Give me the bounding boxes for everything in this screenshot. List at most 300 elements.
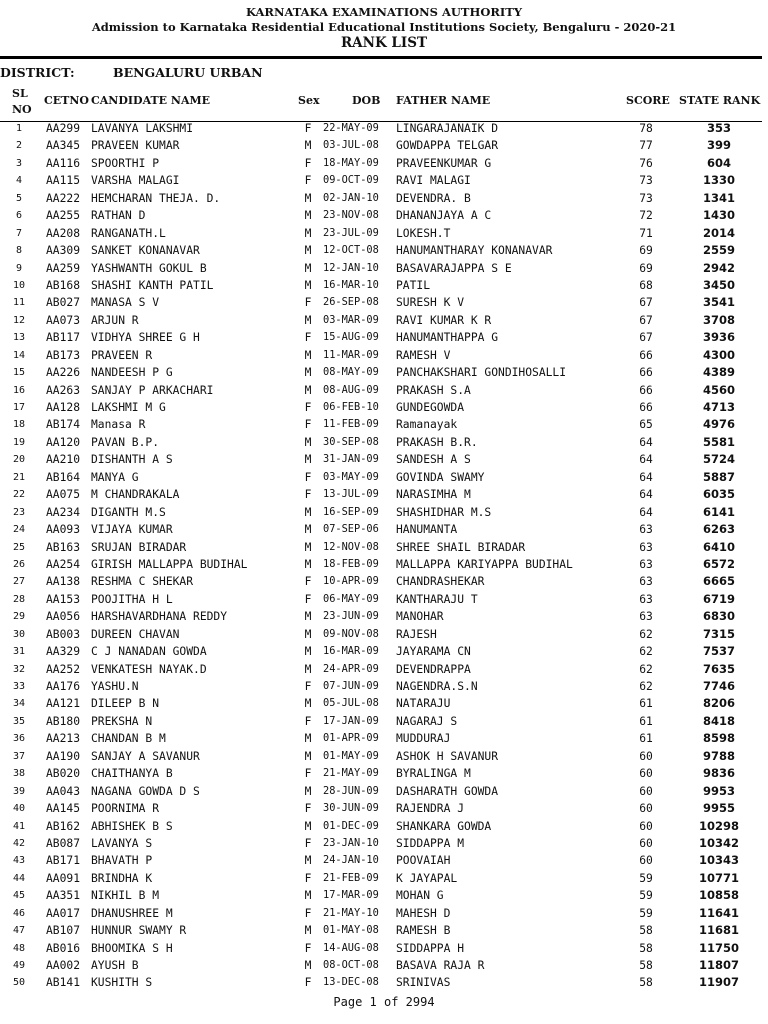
table-row bbox=[0, 765, 768, 782]
table-row bbox=[0, 451, 768, 468]
cell-father-name: SRINIVAS bbox=[396, 976, 451, 990]
cell-candidate-name: SANJAY A SAVANUR bbox=[91, 749, 200, 763]
cell-state-rank: 3936 bbox=[702, 330, 735, 345]
table-row bbox=[0, 416, 768, 433]
cell-state-rank: 7635 bbox=[702, 661, 735, 676]
cell-score: 65 bbox=[639, 418, 653, 432]
cell-dob: 01-DEC-09 bbox=[323, 819, 379, 832]
cell-sex: M bbox=[304, 557, 312, 571]
cell-state-rank: 5887 bbox=[702, 469, 735, 484]
cell-state-rank: 1330 bbox=[702, 173, 735, 188]
table-row bbox=[0, 730, 768, 747]
cell-sex: F bbox=[304, 592, 312, 606]
table-row bbox=[0, 748, 768, 765]
cell-cet-no: AA299 bbox=[46, 122, 81, 135]
table-row bbox=[0, 434, 768, 451]
cell-dob: 01-MAY-09 bbox=[323, 749, 379, 762]
cell-candidate-name: DILEEP B N bbox=[91, 697, 160, 711]
cell-candidate-name: YASHU.N bbox=[91, 680, 139, 693]
cell-sl-no: 24 bbox=[12, 524, 26, 536]
cell-state-rank: 9955 bbox=[702, 801, 735, 816]
cell-score: 66 bbox=[639, 401, 653, 414]
cell-sex: M bbox=[304, 645, 312, 659]
cell-dob: 08-MAY-09 bbox=[323, 366, 379, 379]
table-row bbox=[0, 190, 768, 207]
cell-state-rank: 5581 bbox=[702, 434, 735, 449]
cell-dob: 17-JAN-09 bbox=[323, 714, 379, 727]
cell-candidate-name: DIGANTH M.S bbox=[91, 505, 166, 519]
table-row bbox=[0, 940, 768, 957]
cell-sl-no: 6 bbox=[15, 210, 23, 222]
district-line bbox=[0, 65, 263, 80]
cell-sl-no: 46 bbox=[12, 907, 26, 919]
cell-state-rank: 7746 bbox=[702, 679, 735, 693]
cell-dob: 15-AUG-09 bbox=[323, 331, 379, 344]
cell-score: 60 bbox=[639, 819, 653, 833]
cell-sex: M bbox=[304, 505, 312, 519]
cell-dob: 03-JUL-08 bbox=[323, 139, 379, 152]
cell-father-name: DEVENDRAPPA bbox=[396, 662, 471, 676]
cell-cet-no: AA259 bbox=[46, 261, 81, 275]
cell-sl-no: 18 bbox=[12, 419, 26, 431]
cell-cet-no: AA043 bbox=[46, 784, 81, 798]
cell-father-name: SHASHIDHAR M.S bbox=[396, 505, 492, 519]
cell-sex: F bbox=[304, 418, 312, 432]
cell-sl-no: 3 bbox=[15, 157, 23, 169]
cell-dob: 09-NOV-08 bbox=[323, 627, 379, 640]
cell-father-name: K JAYAPAL bbox=[396, 871, 458, 885]
col-state-rank: STATE RANK bbox=[679, 94, 761, 107]
cell-sex: M bbox=[304, 627, 312, 641]
table-row bbox=[0, 556, 768, 573]
cell-candidate-name: PRAVEEN KUMAR bbox=[91, 139, 180, 153]
cell-cet-no: AB180 bbox=[46, 714, 81, 728]
cell-sex: M bbox=[304, 453, 312, 467]
cell-sex: M bbox=[304, 139, 312, 153]
table-row bbox=[0, 242, 768, 259]
table-row bbox=[0, 852, 768, 869]
cell-cet-no: AB173 bbox=[46, 348, 81, 362]
cell-candidate-name: HUNNUR SWAMY R bbox=[91, 924, 187, 938]
cell-state-rank: 6719 bbox=[702, 591, 735, 606]
cell-father-name: MAHESH D bbox=[396, 906, 451, 920]
table-row bbox=[0, 120, 768, 137]
cell-candidate-name: HARSHAVARDHANA REDDY bbox=[91, 610, 228, 624]
table-row bbox=[0, 661, 768, 678]
cell-sl-no: 50 bbox=[12, 977, 26, 989]
cell-sex: F bbox=[304, 871, 312, 885]
cell-candidate-name: VENKATESH NAYAK.D bbox=[91, 662, 207, 676]
cell-score: 60 bbox=[639, 802, 653, 816]
cell-father-name: HANUMANTA bbox=[396, 523, 458, 537]
cell-state-rank: 3541 bbox=[702, 295, 735, 310]
cell-score: 78 bbox=[639, 122, 653, 135]
cell-father-name: MANOHAR bbox=[396, 610, 444, 624]
cell-cet-no: AA351 bbox=[46, 889, 81, 903]
cell-state-rank: 5724 bbox=[702, 452, 735, 467]
cell-dob: 23-JUN-09 bbox=[323, 610, 379, 623]
cell-dob: 18-FEB-09 bbox=[323, 557, 379, 570]
cell-score: 58 bbox=[639, 924, 653, 938]
cell-cet-no: AA002 bbox=[46, 959, 81, 972]
cell-cet-no: AA226 bbox=[46, 366, 81, 380]
cell-score: 62 bbox=[639, 680, 653, 693]
cell-sex: M bbox=[304, 348, 312, 362]
cell-candidate-name: LAVANYA LAKSHMI bbox=[91, 122, 194, 135]
cell-cet-no: AA234 bbox=[46, 505, 81, 519]
cell-candidate-name: SRUJAN BIRADAR bbox=[91, 540, 187, 554]
cell-state-rank: 4560 bbox=[702, 382, 735, 397]
cell-cet-no: AA213 bbox=[46, 732, 81, 746]
cell-score: 64 bbox=[639, 435, 653, 449]
cell-sex: M bbox=[304, 523, 312, 537]
cell-cet-no: AA309 bbox=[46, 244, 81, 258]
cell-cet-no: AA121 bbox=[46, 697, 81, 711]
cell-father-name: SIDDAPPA H bbox=[396, 941, 465, 955]
table-row bbox=[0, 539, 768, 556]
cell-score: 63 bbox=[639, 523, 653, 537]
cell-state-rank: 6572 bbox=[702, 556, 735, 571]
cell-dob: 18-MAY-09 bbox=[323, 156, 379, 169]
table-row bbox=[0, 974, 768, 991]
cell-dob: 03-MAY-09 bbox=[323, 470, 379, 483]
cell-cet-no: AB141 bbox=[46, 976, 81, 990]
cell-father-name: NAGENDRA.S.N bbox=[396, 680, 478, 693]
cell-candidate-name: SANKET KONANAVAR bbox=[91, 244, 200, 258]
cell-state-rank: 6665 bbox=[702, 574, 735, 589]
cell-sl-no: 9 bbox=[15, 262, 23, 274]
table-row bbox=[0, 922, 768, 939]
header-divider bbox=[0, 56, 762, 59]
cell-sl-no: 10 bbox=[12, 279, 26, 291]
cell-candidate-name: PAVAN B.P. bbox=[91, 435, 160, 449]
cell-state-rank: 8418 bbox=[702, 713, 735, 728]
cell-candidate-name: DISHANTH A S bbox=[91, 453, 173, 467]
cell-dob: 03-MAR-09 bbox=[323, 313, 379, 326]
cell-sl-no: 2 bbox=[15, 140, 23, 152]
cell-candidate-name: CHANDAN B M bbox=[91, 732, 166, 746]
cell-sex: F bbox=[304, 296, 312, 310]
cell-candidate-name: DUREEN CHAVAN bbox=[91, 627, 180, 641]
cell-sex: F bbox=[304, 680, 312, 693]
cell-cet-no: AA093 bbox=[46, 523, 81, 537]
cell-sl-no: 28 bbox=[12, 593, 26, 605]
cell-state-rank: 3708 bbox=[702, 312, 735, 327]
cell-cet-no: AB168 bbox=[46, 278, 81, 292]
cell-dob: 13-JUL-09 bbox=[323, 488, 379, 501]
cell-father-name: NATARAJU bbox=[396, 697, 451, 711]
col-sl-line2: NO bbox=[12, 103, 32, 116]
cell-sex: F bbox=[304, 331, 312, 345]
cell-father-name: MALLAPPA KARIYAPPA BUDIHAL bbox=[396, 557, 573, 571]
table-row bbox=[0, 172, 768, 189]
cell-cet-no: AA153 bbox=[46, 592, 81, 606]
cell-state-rank: 7537 bbox=[702, 644, 735, 659]
cell-candidate-name: AYUSH B bbox=[91, 959, 139, 972]
cell-state-rank: 604 bbox=[706, 155, 731, 170]
cell-dob: 12-NOV-08 bbox=[323, 540, 379, 553]
cell-sl-no: 41 bbox=[12, 820, 26, 832]
cell-cet-no: AA017 bbox=[46, 906, 81, 920]
cell-sl-no: 39 bbox=[12, 785, 26, 797]
cell-candidate-name: POORNIMA R bbox=[91, 802, 160, 816]
cell-candidate-name: YASHWANTH GOKUL B bbox=[91, 261, 207, 275]
cell-sl-no: 17 bbox=[12, 402, 26, 413]
cell-score: 67 bbox=[639, 296, 653, 310]
table-row bbox=[0, 905, 768, 922]
cell-father-name: SURESH K V bbox=[396, 296, 465, 310]
table-row bbox=[0, 399, 768, 416]
table-row bbox=[0, 608, 768, 625]
table-row bbox=[0, 591, 768, 608]
rank-table-body bbox=[0, 120, 768, 992]
cell-state-rank: 3450 bbox=[702, 277, 735, 292]
cell-candidate-name: RATHAN D bbox=[91, 209, 146, 223]
cell-cet-no: AB087 bbox=[46, 836, 81, 850]
cell-score: 61 bbox=[639, 697, 653, 711]
cell-father-name: CHANDRASHEKAR bbox=[396, 575, 485, 589]
cell-dob: 01-MAY-08 bbox=[323, 924, 379, 937]
cell-candidate-name: NAGANA GOWDA D S bbox=[91, 784, 200, 798]
cell-cet-no: AB020 bbox=[46, 767, 81, 781]
col-sex: Sex bbox=[298, 94, 320, 107]
cell-score: 62 bbox=[639, 662, 653, 676]
cell-candidate-name: MANYA G bbox=[91, 470, 139, 484]
cell-candidate-name: HEMCHARAN THEJA. D. bbox=[91, 191, 221, 205]
cell-candidate-name: NIKHIL B M bbox=[91, 889, 160, 903]
cell-state-rank: 353 bbox=[706, 121, 731, 135]
cell-cet-no: AB162 bbox=[46, 819, 81, 833]
cell-sl-no: 45 bbox=[12, 890, 26, 902]
cell-sex: M bbox=[304, 662, 312, 676]
cell-state-rank: 10858 bbox=[698, 888, 739, 903]
cell-cet-no: AA329 bbox=[46, 645, 81, 659]
cell-father-name: DEVENDRA. B bbox=[396, 191, 471, 205]
cell-candidate-name: BRINDHA K bbox=[91, 871, 153, 885]
cell-candidate-name: SHASHI KANTH PATIL bbox=[91, 278, 214, 292]
cell-score: 66 bbox=[639, 366, 653, 380]
cell-score: 67 bbox=[639, 313, 653, 327]
table-row bbox=[0, 277, 768, 294]
cell-score: 63 bbox=[639, 592, 653, 606]
cell-state-rank: 10343 bbox=[698, 853, 739, 868]
table-row bbox=[0, 870, 768, 887]
cell-cet-no: AA116 bbox=[46, 156, 81, 170]
cell-sex: F bbox=[304, 836, 312, 850]
cell-state-rank: 6830 bbox=[702, 609, 735, 624]
table-row bbox=[0, 225, 768, 242]
cell-father-name: PRAKASH B.R. bbox=[396, 435, 478, 449]
cell-sl-no: 37 bbox=[12, 750, 26, 762]
cell-state-rank: 6410 bbox=[702, 539, 735, 554]
table-row bbox=[0, 626, 768, 643]
cell-dob: 14-AUG-08 bbox=[323, 941, 379, 954]
cell-score: 63 bbox=[639, 575, 653, 589]
cell-cet-no: AB016 bbox=[46, 941, 81, 955]
cell-sex: F bbox=[304, 470, 312, 484]
cell-father-name: GOVINDA SWAMY bbox=[396, 470, 485, 484]
cell-state-rank: 6141 bbox=[702, 504, 735, 519]
cell-sex: M bbox=[304, 191, 312, 205]
cell-candidate-name: ARJUN R bbox=[91, 313, 139, 327]
district-value: BENGALURU URBAN bbox=[113, 65, 263, 80]
cell-sex: M bbox=[304, 819, 312, 833]
cell-father-name: PATIL bbox=[396, 278, 431, 292]
cell-candidate-name: DHANUSHREE M bbox=[91, 906, 173, 920]
cell-sex: M bbox=[304, 732, 312, 746]
cell-father-name: POOVAIAH bbox=[396, 854, 451, 868]
cell-dob: 26-SEP-08 bbox=[323, 296, 379, 309]
cell-sex: M bbox=[304, 366, 312, 380]
cell-candidate-name: NANDEESH P G bbox=[91, 366, 173, 380]
cell-dob: 23-JAN-10 bbox=[323, 836, 379, 849]
cell-score: 59 bbox=[639, 871, 653, 885]
cell-score: 58 bbox=[639, 959, 653, 972]
cell-state-rank: 4389 bbox=[702, 365, 735, 380]
cell-sex: M bbox=[304, 540, 312, 554]
cell-score: 59 bbox=[639, 889, 653, 903]
cell-state-rank: 4713 bbox=[702, 400, 735, 414]
cell-sex: F bbox=[304, 976, 312, 990]
cell-state-rank: 6035 bbox=[702, 487, 735, 502]
cell-sl-no: 5 bbox=[15, 192, 23, 204]
cell-score: 62 bbox=[639, 627, 653, 641]
cell-sl-no: 29 bbox=[12, 611, 26, 623]
cell-dob: 22-MAY-09 bbox=[323, 122, 379, 134]
cell-cet-no: AA254 bbox=[46, 557, 81, 571]
cell-cet-no: AB107 bbox=[46, 924, 81, 938]
cell-sl-no: 43 bbox=[12, 855, 26, 867]
table-row bbox=[0, 347, 768, 364]
cell-candidate-name: C J NANADAN GOWDA bbox=[91, 645, 207, 659]
cell-score: 60 bbox=[639, 749, 653, 763]
cell-state-rank: 8598 bbox=[702, 731, 735, 746]
cell-dob: 31-JAN-09 bbox=[323, 453, 379, 466]
cell-father-name: Ramanayak bbox=[396, 418, 458, 432]
cell-state-rank: 9788 bbox=[702, 748, 735, 763]
cell-father-name: SANDESH A S bbox=[396, 453, 471, 467]
cell-cet-no: AA222 bbox=[46, 191, 81, 205]
col-father-name: FATHER NAME bbox=[396, 94, 491, 107]
admission-subtitle: Admission to Karnataka Residential Educational Institutions Society, Bengaluru - 2020-21 bbox=[91, 20, 677, 34]
cell-cet-no: AA138 bbox=[46, 575, 81, 589]
cell-sex: M bbox=[304, 209, 312, 223]
cell-dob: 02-JAN-10 bbox=[323, 191, 379, 204]
cell-sl-no: 49 bbox=[12, 960, 26, 971]
cell-candidate-name: POOJITHA H L bbox=[91, 592, 173, 606]
table-row bbox=[0, 818, 768, 835]
cell-score: 58 bbox=[639, 976, 653, 990]
col-dob: DOB bbox=[352, 94, 381, 107]
cell-father-name: SHREE SHAIL BIRADAR bbox=[396, 540, 526, 554]
cell-father-name: LINGARAJANAIK D bbox=[396, 122, 499, 135]
cell-state-rank: 11641 bbox=[698, 905, 739, 920]
cell-state-rank: 399 bbox=[706, 138, 731, 153]
cell-sl-no: 1 bbox=[15, 123, 23, 134]
cell-sex: F bbox=[304, 767, 312, 781]
cell-father-name: RAVI KUMAR K R bbox=[396, 313, 492, 327]
cell-score: 68 bbox=[639, 278, 653, 292]
cell-sex: F bbox=[304, 401, 312, 414]
cell-candidate-name: PREKSHA N bbox=[91, 714, 153, 728]
cell-sl-no: 16 bbox=[12, 384, 26, 396]
cell-score: 60 bbox=[639, 784, 653, 798]
table-row bbox=[0, 364, 768, 381]
table-row bbox=[0, 521, 768, 538]
cell-dob: 23-JUL-09 bbox=[323, 226, 379, 239]
cell-candidate-name: CHAITHANYA B bbox=[91, 767, 173, 781]
cell-cet-no: AB174 bbox=[46, 418, 81, 432]
cell-cet-no: AB027 bbox=[46, 296, 81, 310]
cell-sl-no: 26 bbox=[12, 558, 26, 570]
cell-cet-no: AB164 bbox=[46, 470, 81, 484]
cell-state-rank: 1430 bbox=[702, 208, 735, 223]
cell-cet-no: AA190 bbox=[46, 749, 81, 763]
cell-score: 64 bbox=[639, 505, 653, 519]
cell-father-name: BASAVARAJAPPA S E bbox=[396, 261, 512, 275]
cell-score: 61 bbox=[639, 714, 653, 728]
cell-cet-no: AA075 bbox=[46, 488, 81, 502]
cell-state-rank: 11681 bbox=[698, 923, 739, 938]
cell-sl-no: 25 bbox=[12, 541, 26, 553]
cell-state-rank: 10771 bbox=[698, 870, 739, 885]
table-row bbox=[0, 137, 768, 154]
cell-sl-no: 8 bbox=[15, 245, 23, 257]
cell-candidate-name: SPOORTHI P bbox=[91, 156, 160, 170]
cell-father-name: LOKESH.T bbox=[396, 226, 451, 240]
table-header bbox=[0, 86, 762, 120]
cell-sl-no: 27 bbox=[12, 576, 26, 588]
authority-title: KARNATAKA EXAMINATIONS AUTHORITY bbox=[245, 5, 523, 19]
cell-father-name: RAMESH B bbox=[396, 924, 451, 938]
cell-dob: 12-JAN-10 bbox=[323, 261, 379, 274]
cell-candidate-name: BHOOMIKA S H bbox=[91, 941, 173, 955]
cell-score: 63 bbox=[639, 557, 653, 571]
table-row bbox=[0, 713, 768, 730]
cell-sex: M bbox=[304, 226, 312, 240]
cell-state-rank: 11750 bbox=[698, 940, 739, 955]
cell-father-name: ASHOK H SAVANUR bbox=[396, 749, 499, 763]
cell-state-rank: 2014 bbox=[702, 225, 735, 240]
cell-candidate-name: VIDHYA SHREE G H bbox=[91, 331, 200, 345]
cell-sl-no: 38 bbox=[12, 768, 26, 780]
cell-sex: M bbox=[304, 261, 312, 275]
cell-score: 64 bbox=[639, 488, 653, 502]
cell-father-name: SIDDAPPA M bbox=[396, 836, 465, 850]
cell-sl-no: 21 bbox=[12, 471, 26, 483]
cell-sl-no: 44 bbox=[12, 872, 26, 884]
cell-cet-no: AA056 bbox=[46, 610, 81, 624]
table-row bbox=[0, 329, 768, 346]
cell-dob: 08-AUG-09 bbox=[323, 383, 379, 396]
cell-state-rank: 10298 bbox=[698, 818, 739, 833]
cell-score: 60 bbox=[639, 836, 653, 850]
cell-sex: M bbox=[304, 278, 312, 292]
cell-father-name: BYRALINGA M bbox=[396, 767, 471, 781]
cell-sl-no: 42 bbox=[12, 837, 26, 849]
cell-father-name: MOHAN G bbox=[396, 889, 444, 903]
cell-score: 58 bbox=[639, 941, 653, 955]
cell-father-name: MUDDURAJ bbox=[396, 732, 451, 746]
col-score: SCORE bbox=[626, 94, 670, 107]
rank-list-title: RANK LIST bbox=[340, 35, 428, 51]
cell-dob: 30-JUN-09 bbox=[323, 802, 379, 815]
cell-dob: 01-APR-09 bbox=[323, 732, 379, 745]
table-row bbox=[0, 783, 768, 800]
cell-sex: M bbox=[304, 889, 312, 903]
cell-cet-no: AA120 bbox=[46, 435, 81, 449]
cell-candidate-name: LAVANYA S bbox=[91, 836, 153, 850]
